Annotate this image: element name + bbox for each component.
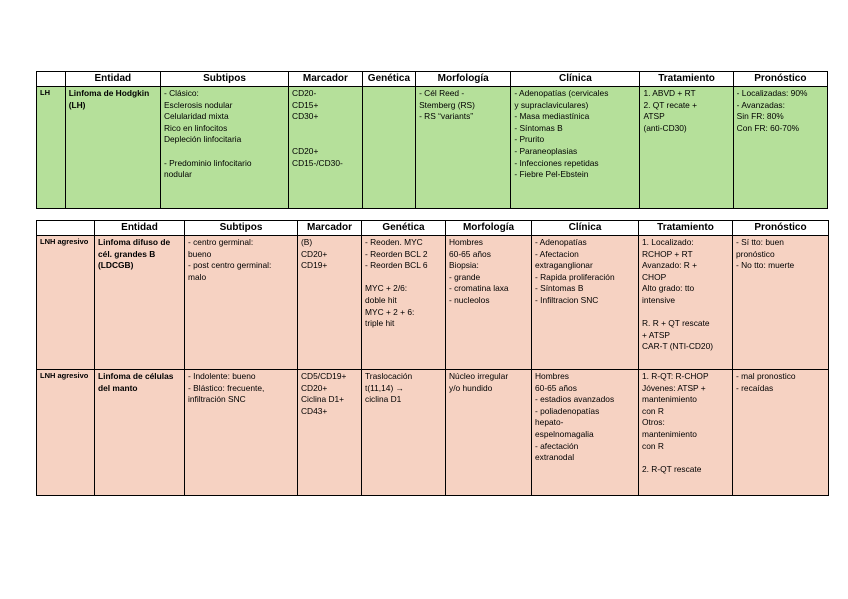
morfologia-cell	[446, 236, 532, 370]
cell-line: - No tto: muerte	[736, 260, 795, 271]
cell-line: pronóstico	[736, 248, 775, 259]
cell-line	[292, 123, 359, 135]
cell-line: 2. R-QT rescate	[642, 463, 702, 474]
cell-line: CD43+	[301, 405, 328, 416]
cell-line: RCHOP + RT	[642, 248, 693, 259]
marcador-cell	[298, 370, 362, 496]
cell-line: ciclina D1	[365, 394, 402, 405]
subtipos-cell	[185, 236, 298, 370]
table2-header-row	[37, 221, 829, 236]
cell-line: - Prurito	[514, 134, 545, 145]
marcador-cell	[289, 87, 363, 209]
header-genetica: Genética	[362, 221, 446, 236]
cell-line: mantenimiento	[642, 394, 697, 405]
cell-line: intensive	[642, 294, 676, 305]
cell-line: - cromatina laxa	[449, 283, 509, 294]
cell-line	[292, 134, 359, 146]
row-tag: LNH agresivo	[37, 236, 95, 370]
cell-line: Núcleo irregular	[449, 371, 509, 381]
cell-line: doble hit	[365, 294, 397, 305]
cell-line: Hombres	[449, 237, 483, 247]
clinica-cell	[532, 370, 639, 496]
subtipos-cell	[185, 370, 298, 496]
header-cell	[37, 72, 66, 87]
cell-line: - RS “variants”	[419, 111, 474, 122]
cell-line: - poliadenopatías	[535, 405, 600, 416]
cell-line: CD19+	[301, 260, 328, 271]
cell-line: 1. R-QT: R-CHOP	[642, 371, 709, 381]
cell-line: 1. Localizado:	[642, 237, 694, 247]
cell-line: CD20-	[292, 88, 317, 98]
cell-line: CD20+	[301, 248, 328, 259]
clinica-cell	[532, 236, 639, 370]
pronostico-cell	[733, 370, 829, 496]
cell-line: - Infecciones repetidas	[514, 157, 599, 168]
table-row	[37, 236, 829, 370]
cell-line: CD15-/CD30-	[292, 157, 343, 168]
cell-line: Biopsia:	[449, 260, 479, 271]
cell-line: hepato-	[535, 417, 564, 428]
cell-line: ATSP	[643, 111, 665, 122]
cell-line: con R	[642, 405, 664, 416]
cell-line: - post centro germinal:	[188, 260, 272, 271]
cell-line: - Predominio linfocitario	[163, 157, 252, 168]
cell-line: - Localizadas: 90%	[736, 88, 808, 98]
table-row	[37, 87, 828, 209]
header-morfologia: Morfología	[416, 72, 511, 87]
table-row	[37, 370, 829, 496]
cell-line: - centro germinal:	[188, 237, 254, 247]
cell-line	[642, 307, 729, 319]
morfologia-cell	[416, 87, 511, 209]
header-entidad: Entidad	[65, 72, 160, 87]
cell-line: - Fiebre Pel-Ebstein	[514, 169, 589, 180]
genetica-cell	[362, 236, 446, 370]
cell-line: - Reoden. MYC	[365, 237, 423, 247]
cell-line: CAR-T (NTI-CD20)	[642, 341, 714, 352]
lnh-table	[36, 220, 829, 496]
hodgkin-table	[36, 71, 828, 209]
cell-line: MYC + 2 + 6:	[365, 306, 415, 317]
header-entidad: Entidad	[95, 221, 185, 236]
header-clinica: Clínica	[532, 221, 639, 236]
tratamiento-cell	[639, 236, 733, 370]
cell-line: Celularidad mixta	[163, 111, 229, 122]
clinica-cell	[511, 87, 640, 209]
cell-line	[365, 272, 442, 284]
cell-line: 2. QT recate +	[643, 99, 698, 110]
cell-line: Avanzado: R +	[642, 260, 698, 271]
header-marcador: Marcador	[298, 221, 362, 236]
cell-line: t(11,14) →	[365, 382, 404, 393]
header-genetica: Genética	[362, 72, 415, 87]
cell-line: - grande	[449, 271, 481, 282]
cell-line: - estadios avanzados	[535, 394, 615, 405]
cell-line: y/o hundido	[449, 382, 493, 393]
cell-line: Ciclina D1+	[301, 394, 345, 405]
header-tratamiento: Tratamiento	[640, 72, 733, 87]
header-cell	[37, 221, 95, 236]
cell-line: Esclerosis nodular	[163, 99, 233, 110]
cell-line: - nucleolos	[449, 294, 490, 305]
header-pronostico: Pronóstico	[733, 72, 827, 87]
cell-line: Con FR: 60-70%	[736, 122, 800, 133]
cell-line: extranodal	[535, 452, 575, 463]
cell-line: CD20+	[292, 145, 319, 156]
cell-line: extraganglionar	[535, 260, 593, 271]
cell-line: - Adenopatías	[535, 237, 587, 247]
cell-line: - recaídas	[736, 382, 774, 393]
row-tag: LNH agresivo	[37, 370, 95, 496]
header-pronostico: Pronóstico	[733, 221, 829, 236]
cell-line: CD20+	[301, 382, 328, 393]
cell-line: (B)	[301, 237, 313, 247]
header-tratamiento: Tratamiento	[639, 221, 733, 236]
cell-line: Rico en linfocitos	[163, 122, 228, 133]
header-subtipos: Subtipos	[160, 72, 288, 87]
table1-header-row	[37, 72, 828, 87]
cell-line: Otros:	[642, 417, 665, 428]
cell-line: - Síntomas B	[514, 122, 563, 133]
cell-line: Traslocación	[365, 371, 413, 381]
entity-name: Linfoma de Hodgkin (LH)	[65, 87, 160, 209]
cell-line: + ATSP	[642, 329, 671, 340]
cell-line: Sin FR: 80%	[736, 111, 784, 122]
cell-line: CD15+	[292, 99, 319, 110]
cell-line: con R	[642, 440, 664, 451]
cell-line: MYC + 2/6:	[365, 283, 408, 294]
cell-line: - Indolente: bueno	[188, 371, 256, 381]
cell-line: Stemberg (RS)	[419, 99, 475, 110]
genetica-cell	[362, 370, 446, 496]
subtipos-cell	[160, 87, 288, 209]
cell-line: Jóvenes: ATSP +	[642, 382, 706, 393]
cell-line: Alto grado: tto	[642, 283, 695, 294]
cell-line: malo	[188, 271, 207, 282]
header-marcador: Marcador	[289, 72, 363, 87]
cell-line: CHOP	[642, 271, 667, 282]
marcador-cell	[298, 236, 362, 370]
cell-line: (anti-CD30)	[643, 122, 687, 133]
cell-line: - Cél Reed -	[419, 88, 465, 98]
cell-line: - afectación	[535, 440, 579, 451]
cell-line: 60-65 años	[535, 382, 577, 393]
cell-line: 1. ABVD + RT	[643, 88, 696, 98]
cell-line: - Paraneoplasias	[514, 145, 578, 156]
cell-line: - Blástico: frecuente,	[188, 382, 265, 393]
tratamiento-cell	[639, 370, 733, 496]
pronostico-cell	[733, 87, 827, 209]
morfologia-cell	[446, 370, 532, 496]
cell-line: - Clásico:	[163, 88, 199, 98]
cell-line: bueno	[188, 248, 212, 259]
cell-line: nodular	[163, 169, 192, 180]
header-morfologia: Morfología	[446, 221, 532, 236]
row-tag: LH	[37, 87, 66, 209]
cell-line: - Adenopatías (cervicales	[514, 88, 609, 98]
cell-line: - mal pronostico	[736, 371, 796, 381]
cell-line: R. R + QT rescate	[642, 318, 710, 329]
cell-line: - Avanzadas:	[736, 99, 785, 110]
genetica-cell	[362, 87, 415, 209]
cell-line: CD5/CD19+	[301, 371, 347, 381]
cell-line: - Reorden BCL 2	[365, 248, 428, 259]
cell-line	[642, 452, 729, 464]
cell-line: - Reorden BCL 6	[365, 260, 428, 271]
cell-line: triple hit	[365, 318, 395, 329]
cell-line: - Rapida proliferación	[535, 271, 615, 282]
cell-line: - Infiltracion SNC	[535, 294, 599, 305]
tratamiento-cell	[640, 87, 733, 209]
pronostico-cell	[733, 236, 829, 370]
cell-line: - Síntomas B	[535, 283, 584, 294]
entity-name: Linfoma difuso de cél. grandes B (LDCGB)	[95, 236, 185, 370]
cell-line: - Masa mediastínica	[514, 111, 590, 122]
cell-line: y supraclaviculares)	[514, 99, 589, 110]
cell-line: mantenimiento	[642, 428, 697, 439]
cell-line: espelnomagalia	[535, 428, 594, 439]
cell-line: 60-65 años	[449, 248, 491, 259]
cell-line: - Sí tto: buen	[736, 237, 784, 247]
cell-line	[164, 146, 285, 158]
entity-name: Linfoma de células del manto	[95, 370, 185, 496]
cell-line: Hombres	[535, 371, 569, 381]
cell-line: - Afectacion	[535, 248, 579, 259]
cell-line: Depleción linfocitaria	[163, 134, 242, 145]
header-subtipos: Subtipos	[185, 221, 298, 236]
cell-line: infiltración SNC	[188, 394, 246, 405]
header-clinica: Clínica	[511, 72, 640, 87]
cell-line: CD30+	[292, 111, 319, 122]
